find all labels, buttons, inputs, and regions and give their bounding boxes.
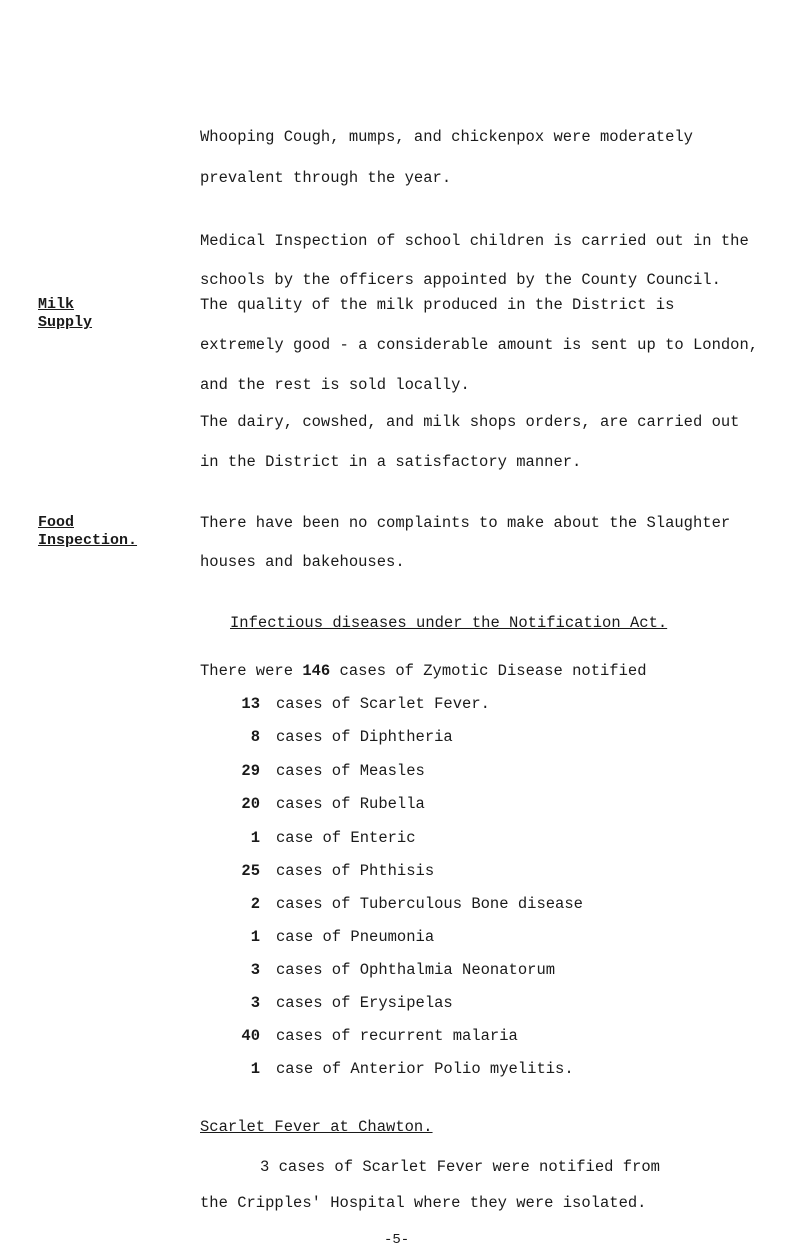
scarlet-fever-heading: Scarlet Fever at Chawton.: [200, 1118, 433, 1136]
case-row: [200, 795, 425, 813]
case-row: [200, 928, 434, 946]
paragraph-1-line-2: prevalent through the year.: [200, 169, 452, 187]
case-text: cases of Rubella: [276, 795, 425, 813]
case-count: 40: [241, 1027, 260, 1045]
case-text: case of Enteric: [276, 829, 416, 847]
case-count: 20: [241, 795, 260, 813]
case-text: cases of recurrent malaria: [276, 1027, 518, 1045]
case-text: cases of Measles: [276, 762, 425, 780]
case-count: 2: [250, 895, 260, 913]
case-row: [200, 1027, 518, 1045]
case-count: 3: [250, 961, 260, 979]
paragraph-2-line-1: Medical Inspection of school children is carried out in the: [200, 232, 749, 250]
margin-note-milk-supply: [38, 296, 92, 332]
case-count: 25: [241, 862, 260, 880]
case-count: 8: [250, 728, 260, 746]
case-row: [200, 862, 434, 880]
intro-text: cases of Zymotic Disease notified: [339, 662, 647, 680]
paragraph-2-line-2: schools by the officers appointed by the County Council.: [200, 271, 721, 289]
case-text: cases of Diphtheria: [276, 728, 453, 746]
milk-paragraph-line-5: in the District in a satisfactory manner.: [200, 453, 582, 471]
infectious-intro: [200, 662, 647, 680]
food-paragraph-line-2: houses and bakehouses.: [200, 553, 405, 571]
case-row: [200, 695, 490, 713]
case-text: cases of Tuberculous Bone disease: [276, 895, 583, 913]
case-row: [200, 994, 453, 1012]
case-count: 1: [250, 829, 260, 847]
milk-paragraph-line-4: The dairy, cowshed, and milk shops orders, are carried out: [200, 413, 740, 431]
margin-note-supply: Supply: [38, 314, 93, 331]
scarlet-fever-line-1: 3 cases of Scarlet Fever were notified from: [260, 1158, 660, 1176]
intro-count: 146: [302, 662, 331, 680]
case-row: [200, 829, 416, 847]
margin-note-inspection: Inspection.: [38, 532, 138, 549]
case-row: [200, 895, 583, 913]
page-number: -5-: [384, 1232, 410, 1248]
intro-prefix: There were: [200, 662, 294, 680]
case-count: 1: [250, 928, 260, 946]
milk-paragraph-line-1: The quality of the milk produced in the District is: [200, 296, 675, 314]
case-text: cases of Ophthalmia Neonatorum: [276, 961, 556, 979]
case-text: case of Anterior Polio myelitis.: [276, 1060, 574, 1078]
paragraph-1-line-1: Whooping Cough, mumps, and chickenpox were moderately: [200, 128, 693, 146]
case-text: case of Pneumonia: [276, 928, 435, 946]
case-text: cases of Scarlet Fever.: [276, 695, 490, 713]
milk-paragraph-line-2: extremely good - a considerable amount is sent up to London,: [200, 336, 759, 354]
case-count: 3: [250, 994, 260, 1012]
case-row: [200, 728, 453, 746]
margin-note-food-inspection: [38, 514, 137, 550]
margin-note-milk: Milk: [38, 296, 75, 313]
margin-note-food: Food: [38, 514, 75, 531]
case-text: cases of Erysipelas: [276, 994, 453, 1012]
case-text: cases of Phthisis: [276, 862, 435, 880]
infectious-diseases-heading: Infectious diseases under the Notification Act.: [230, 614, 668, 632]
food-paragraph-line-1: There have been no complaints to make about the Slaughter: [200, 514, 731, 532]
milk-paragraph-line-3: and the rest is sold locally.: [200, 376, 470, 394]
case-row: [200, 762, 425, 780]
case-row: [200, 1060, 574, 1078]
scarlet-fever-line-2: the Cripples' Hospital where they were isolated.: [200, 1194, 647, 1212]
case-count: 13: [241, 695, 260, 713]
case-row: [200, 961, 555, 979]
case-count: 29: [241, 762, 260, 780]
case-count: 1: [250, 1060, 260, 1078]
